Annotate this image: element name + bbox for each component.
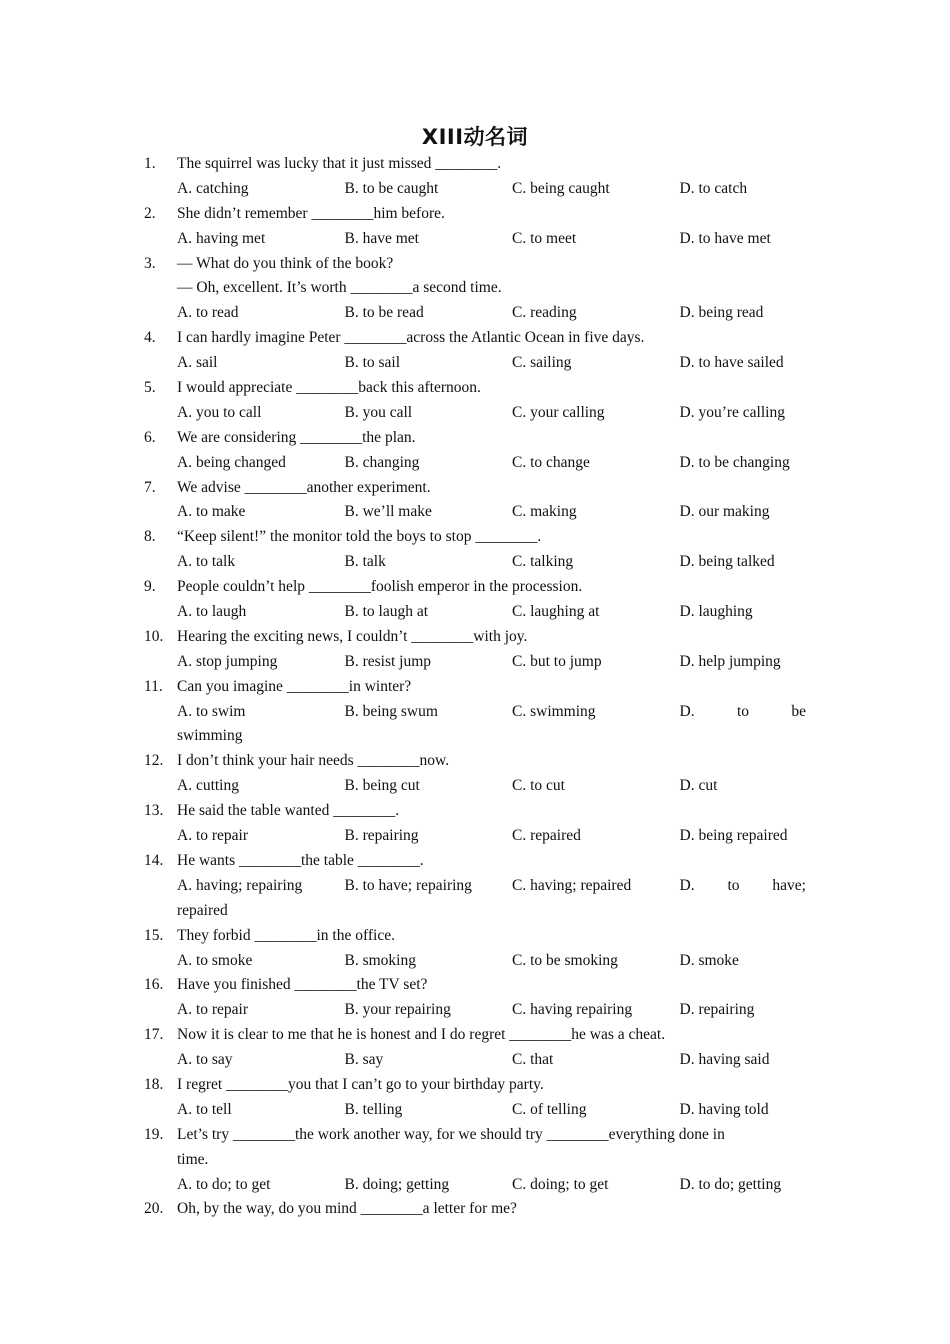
answer-option-d[interactable]: D. you’re calling [679,403,785,421]
answer-option-c[interactable]: C. talking [512,553,574,571]
question-number: 2. [144,204,156,222]
question-stem-text: I regret ________you that I can’t go to your birthday party. [177,1075,544,1093]
option-word: to [736,702,749,720]
question-stem-text: We advise ________another experiment. [177,478,431,496]
answer-option-d[interactable]: D. cut [679,777,718,795]
question-number: 6. [144,428,156,446]
answer-option-d[interactable]: D. having said [679,1051,770,1069]
answer-option-c[interactable]: C. swimming [512,702,596,720]
answer-options [144,451,806,476]
question-item [144,376,806,426]
question-stem-line [144,376,806,401]
question-number: 14. [144,851,164,869]
answer-option-c[interactable]: C. but to jump [512,652,602,670]
question-stem-line [144,675,806,700]
answer-options [144,351,806,376]
answer-option-a[interactable]: A. stop jumping [177,652,278,670]
answer-option-c[interactable]: C. repaired [512,827,581,845]
answer-option-b[interactable]: B. repairing [344,827,419,845]
question-stem-text: He said the table wanted ________. [177,802,400,820]
question-stem-text: I would appreciate ________back this afternoon. [177,379,481,397]
question-stem-line [144,625,806,650]
answer-option-b[interactable]: B. telling [344,1100,403,1118]
question-stem-line [144,202,806,227]
answer-option-b[interactable]: B. changing [344,453,420,471]
question-stem-line [144,575,806,600]
answer-option-b[interactable]: B. doing; getting [344,1175,450,1193]
answer-option-a[interactable]: A. having; repairing [177,876,303,894]
answer-options [144,550,806,575]
answer-option-c[interactable]: C. making [512,503,577,521]
answer-option-c[interactable]: C. sailing [512,354,572,372]
answer-option-b[interactable]: B. your repairing [344,1001,451,1019]
answer-option-c[interactable]: C. to change [512,453,590,471]
answer-option-a[interactable]: A. you to call [177,403,262,421]
answer-option-d[interactable]: D. repairing [679,1001,755,1019]
answer-option-d[interactable]: D. to have met [679,229,771,247]
question-item [144,1123,806,1198]
answer-option-d[interactable]: D. being read [679,304,764,322]
answer-option-b[interactable]: B. being swum [344,702,438,720]
answer-option-d[interactable]: D. our making [679,503,770,521]
answer-option-d[interactable]: D. to do; getting [679,1175,782,1193]
question-item [144,202,806,252]
question-stem-text: time. [177,1150,209,1168]
answer-options [144,650,806,675]
answer-option-a[interactable]: A. to smoke [177,951,253,969]
answer-option-d[interactable] [680,874,807,899]
answer-options [144,824,806,849]
question-stem-text: We are considering ________the plan. [177,428,416,446]
answer-option-b[interactable]: B. to be read [344,304,424,322]
answer-option-c[interactable]: C. to be smoking [512,951,618,969]
question-item [144,625,806,675]
question-stem-text: The squirrel was lucky that it just missed ________. [177,155,502,172]
answer-options [144,1048,806,1073]
answer-option-b[interactable]: B. have met [344,229,419,247]
question-item [144,525,806,575]
answer-options [144,1098,806,1123]
question-stem-line [144,426,806,451]
question-stem-text: Hearing the exciting news, I couldn’t ________with joy. [177,627,528,645]
question-stem-text: — What do you think of the book? [177,254,394,272]
question-number: 9. [144,578,156,596]
answer-option-a[interactable]: A. to repair [177,1001,249,1019]
answer-option-c[interactable]: C. to cut [512,777,565,795]
question-number: 11. [144,677,163,695]
answer-option-continuation: swimming [177,727,243,745]
answer-options [144,500,806,525]
answer-option-c[interactable]: C. that [512,1051,554,1069]
answer-option-continuation: repaired [177,901,228,919]
answer-option-a[interactable]: A. sail [177,354,218,372]
question-number: 13. [144,802,164,820]
answer-option-d[interactable]: D. being talked [679,553,775,571]
answer-option-a[interactable]: A. to do; to get [177,1175,271,1193]
question-stem-line [144,1073,806,1098]
answer-option-c[interactable]: C. doing; to get [512,1175,609,1193]
question-number: 12. [144,752,164,770]
answer-option-d[interactable]: D. to have sailed [679,354,784,372]
answer-option-d[interactable]: D. being repaired [679,827,788,845]
question-item [144,675,806,750]
answer-option-b[interactable]: B. we’ll make [344,503,432,521]
question-item [144,849,806,924]
question-number: 10. [144,627,164,645]
question-list [144,152,806,1222]
question-item [144,1023,806,1073]
question-item [144,799,806,849]
answer-option-c[interactable]: C. laughing at [512,603,600,621]
answer-options [144,301,806,326]
answer-option-c[interactable]: C. having repairing [512,1001,633,1019]
answer-options [144,874,806,899]
question-number: 17. [144,1026,164,1044]
question-stem-text: He wants ________the table ________. [177,851,424,869]
question-item [144,426,806,476]
answer-options [144,998,806,1023]
question-item [144,152,806,202]
question-stem-line [144,476,806,501]
question-item [144,1073,806,1123]
answer-option-d[interactable]: D. laughing [679,603,753,621]
question-stem-line [144,973,806,998]
answer-option-c[interactable]: C. being caught [512,179,610,197]
answer-option-a[interactable]: A. to talk [177,553,236,571]
answer-options [144,1173,806,1198]
answer-option-d[interactable]: D. to be changing [679,453,790,471]
answer-option-a[interactable]: A. to make [177,503,246,521]
answer-option-a[interactable]: A. cutting [177,777,239,795]
question-number: 15. [144,926,164,944]
question-stem-text: Now it is clear to me that he is honest and I do regret ________he was a cheat. [177,1026,666,1044]
worksheet-page [144,122,806,1222]
answer-options [144,227,806,252]
answer-options [144,600,806,625]
question-item [144,973,806,1023]
answer-option-c[interactable]: C. having; repaired [512,876,632,894]
question-stem-line [144,1123,806,1148]
question-stem-line [144,749,806,774]
question-stem-text: I can hardly imagine Peter ________across the Atlantic Ocean in five days. [177,329,645,347]
question-stem-text: “Keep silent!” the monitor told the boys to stop ________. [177,528,542,546]
option-word: D. [679,876,695,894]
page-title: XIII动名词 [421,125,529,149]
answer-option-a[interactable]: A. having met [177,229,266,247]
question-number: 19. [144,1125,164,1143]
question-item [144,924,806,974]
option-word: to [727,876,740,894]
question-number: 20. [144,1200,164,1218]
answer-option-b[interactable]: B. to laugh at [344,603,429,621]
question-number: 5. [144,379,156,397]
question-stem-text: Oh, by the way, do you mind ________a letter for me? [177,1200,517,1218]
answer-option-a[interactable]: A. catching [177,179,249,197]
question-stem-text: I don’t think your hair needs ________now. [177,752,450,770]
question-item [144,476,806,526]
answer-options [144,177,806,202]
question-stem-line [144,525,806,550]
question-stem-line [144,1023,806,1048]
question-stem-text: They forbid ________in the office. [177,926,395,944]
answer-option-a[interactable]: A. to read [177,304,239,322]
answer-option-d[interactable]: D. help jumping [679,652,781,670]
question-item [144,252,806,327]
answer-options [144,949,806,974]
question-stem-line [144,799,806,824]
question-number: 18. [144,1075,164,1093]
question-item [144,749,806,799]
question-number: 8. [144,528,156,546]
answer-option-d[interactable] [680,700,807,725]
question-number: 1. [144,155,156,172]
question-stem-line [144,1197,806,1222]
question-item [144,1197,806,1222]
question-stem-line [144,252,806,277]
answer-options [144,774,806,799]
answer-option-d[interactable]: D. to catch [679,179,748,197]
question-item [144,326,806,376]
answer-option-c[interactable]: C. of telling [512,1100,587,1118]
option-word: be [791,702,806,720]
question-stem-line [144,924,806,949]
answer-option-a[interactable]: A. being changed [177,453,286,471]
answer-option-a[interactable]: A. to swim [177,702,246,720]
question-stem-text: People couldn’t help ________foolish emperor in the procession. [177,578,583,596]
answer-option-b[interactable]: B. talk [344,553,386,571]
answer-option-b[interactable]: B. say [344,1051,384,1069]
question-number: 4. [144,329,156,347]
question-stem-line [144,849,806,874]
question-number: 16. [144,976,164,994]
option-word: D. [679,702,695,720]
question-stem-line [144,326,806,351]
answer-option-c[interactable]: C. reading [512,304,577,322]
answer-option-b[interactable]: B. you call [344,403,413,421]
answer-option-a[interactable]: A. to say [177,1051,233,1069]
question-stem-text: Have you finished ________the TV set? [177,976,428,994]
answer-option-c[interactable]: C. your calling [512,403,605,421]
question-stem-continuation [144,1148,806,1173]
answer-option-a[interactable]: A. to repair [177,827,249,845]
question-stem-line [144,152,806,177]
question-stem-text: Can you imagine ________in winter? [177,677,412,695]
question-stem-text: She didn’t remember ________him before. [177,204,445,222]
question-item [144,575,806,625]
question-stem-text: Let’s try ________the work another way, for we should try ________everything done in [177,1125,725,1143]
answer-options [144,700,806,725]
answer-option-b[interactable]: B. smoking [344,951,416,969]
answer-option-b[interactable]: B. being cut [344,777,420,795]
option-word: have; [772,876,806,894]
answer-option-c[interactable]: C. to meet [512,229,577,247]
question-stem-continuation [144,276,806,301]
question-number: 7. [144,478,156,496]
answer-options [144,401,806,426]
answer-option-b[interactable]: B. to have; repairing [344,876,472,894]
question-stem-text: — Oh, excellent. It’s worth ________a second time. [177,279,502,297]
answer-option-a[interactable]: A. to laugh [177,603,247,621]
answer-option-d[interactable]: D. having told [679,1100,769,1118]
answer-option-b[interactable]: B. resist jump [344,652,432,670]
answer-option-b[interactable]: B. to be caught [344,179,439,197]
answer-option-a[interactable]: A. to tell [177,1100,232,1118]
question-number: 3. [144,254,156,272]
answer-option-b[interactable]: B. to sail [344,354,401,372]
answer-option-d[interactable]: D. smoke [679,951,739,969]
